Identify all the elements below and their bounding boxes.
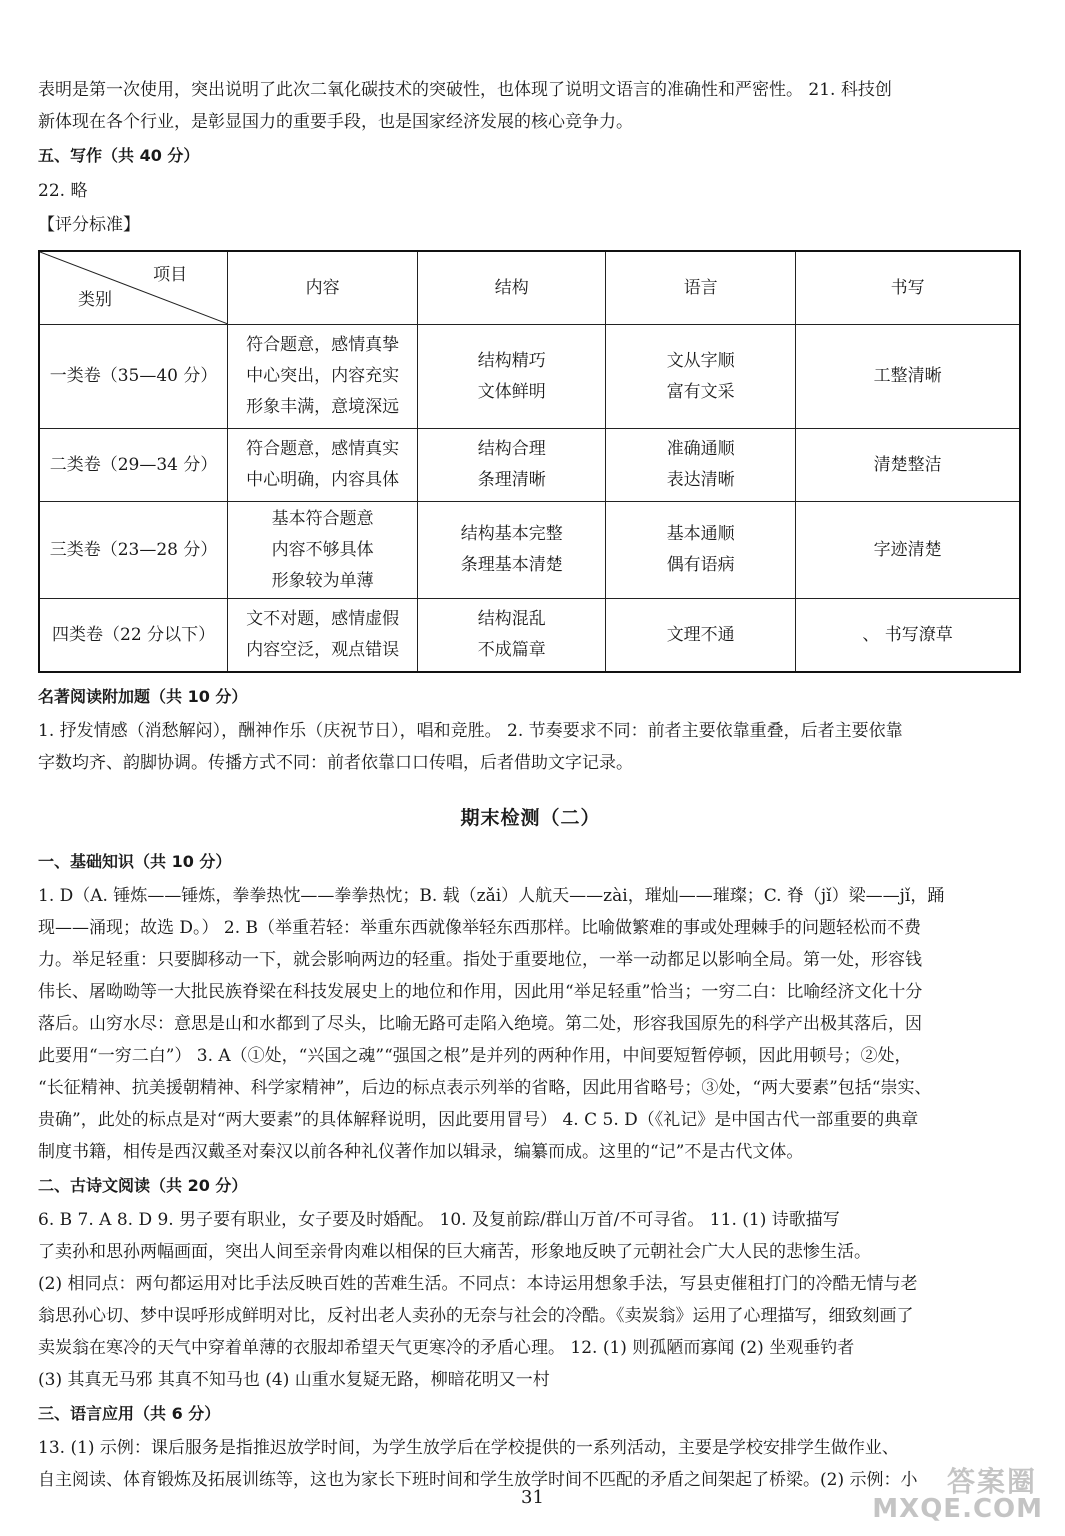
- cell-line: 形象较为单薄: [271, 570, 374, 591]
- cell-line: 文从字顺: [666, 350, 735, 371]
- paragraph-line: 表明是第一次使用，突出说明了此次二氧化碳技术的突破性，也体现了说明文语言的准确性和严密性。 21. 科技创: [38, 80, 892, 100]
- cell-line: 文理不通: [666, 624, 735, 645]
- cell-line: 中心明确，内容具体: [246, 470, 400, 490]
- cell-line: 、 书写潦草: [862, 624, 953, 645]
- table-row: [39, 599, 1020, 673]
- structure-cell: [418, 502, 606, 599]
- category-cell: 一类卷（35—40 分）: [39, 325, 228, 429]
- cell-line: 准确通顺: [666, 439, 735, 459]
- paragraph-line: 自主阅读、体育锻炼及拓展训练等，这也为家长下班时间和学生放学时间不匹配的矛盾之间架起了桥梁。(2) 示例：小: [38, 1470, 918, 1490]
- paragraph-line: 制度书籍，相传是西汉戴圣对秦汉以前各种礼仪著作加以辑录，编纂而成。这里的“记”不是古代文体。: [38, 1142, 804, 1162]
- cell-line: 富有文采: [666, 381, 735, 402]
- language-cell: [606, 325, 796, 429]
- table-row: [39, 325, 1020, 429]
- section-heading-basics: 一、基础知识（共 10 分）: [38, 852, 232, 871]
- paragraph-line: 力。举足轻重：只要脚移动一下，就会影响两边的轻重。指处于重要地位，一举一动都足以影响全局。第一处，形容钱: [38, 950, 922, 970]
- section-heading-classics: 二、古诗文阅读（共 20 分）: [38, 1176, 248, 1195]
- paragraph-line: 1. D（A. 锤炼——锤炼，拳拳热忱——拳拳热忱；B. 载（zǎi）人航天——zài，璀灿——璀璨；C. 脊（jǐ）梁——jǐ，踊: [38, 886, 945, 906]
- header-category-label: 类别: [78, 290, 112, 310]
- language-cell: [606, 502, 796, 599]
- paragraph-line: 卖炭翁在寒冷的天气中穿着单薄的衣服却希望天气更寒冷的矛盾心理。 12. (1) 则孤陋而寡闻 (2) 坐观垂钓者: [38, 1338, 855, 1358]
- category-cell: 三类卷（23—28 分）: [39, 502, 228, 599]
- watermark-url: MXQE.COM: [872, 1494, 1043, 1524]
- exam-title: 期末检测（二）: [460, 807, 601, 829]
- cell-line: 工整清晰: [873, 366, 942, 386]
- language-cell: [606, 429, 796, 502]
- cell-line: 偶有语病: [666, 555, 735, 575]
- cell-line: 表达清晰: [666, 470, 735, 490]
- cell-line: 文体鲜明: [477, 381, 546, 402]
- paragraph-line: 6. B 7. A 8. D 9. 男子要有职业，女子要及时婚配。 10. 及复前踪/群山万首/不可寻省。 11. (1) 诗歌描写: [38, 1210, 840, 1230]
- structure-cell: [418, 325, 606, 429]
- column-header: 结构: [418, 251, 606, 325]
- structure-cell: [418, 429, 606, 502]
- diagonal-line: [40, 252, 228, 324]
- cell-line: 结构精巧: [477, 350, 546, 371]
- structure-cell: [418, 599, 606, 673]
- paragraph-line: 落后。山穷水尽：意思是山和水都到了尽头，比喻无路可走陷入绝境。第二处，形容我国原先的科学产出极其落后，因: [38, 1014, 922, 1034]
- handwriting-cell: [796, 325, 1020, 429]
- cell-line: 结构基本完整: [460, 524, 563, 544]
- cell-line: 条理基本清楚: [460, 555, 563, 575]
- paragraph-line: (2) 相同点：两句都运用对比手法反映百姓的苦难生活。不同点：本诗运用想象手法，写县吏催租打门的冷酷无情与老: [38, 1274, 918, 1294]
- watermark-text: 答案圈: [946, 1465, 1037, 1498]
- paragraph-line: 此要用“一穷二白”） 3. A（①处，“兴国之魂”“强国之根”是并列的两种作用，中间要短暂停顿，因此用顿号；②处，: [38, 1046, 912, 1066]
- paragraph-line: 现——涌现；故选 D。） 2. B（举重若轻：举重东西就像举轻东西那样。比喻做繁难的事或处理棘手的问题轻松而不费: [38, 918, 922, 938]
- diagonal-header-cell: [39, 251, 228, 325]
- grading-rubric-table: [38, 250, 1021, 673]
- cell-line: 字迹清楚: [873, 539, 942, 560]
- cell-line: 符合题意，感情真实: [246, 439, 400, 459]
- cell-line: 内容不够具体: [271, 539, 374, 560]
- cell-line: 符合题意，感情真挚: [246, 335, 400, 355]
- paragraph-line: 字数均齐、韵脚协调。传播方式不同：前者依靠口口传唱，后者借助文字记录。: [38, 753, 633, 773]
- category-cell: 二类卷（29—34 分）: [39, 429, 228, 502]
- cell-line: 内容空泛，观点错误: [246, 640, 400, 660]
- paragraph-line: 了卖孙和思孙两幅画面，突出人间至亲骨肉难以相保的巨大痛苦，形象地反映了元朝社会广大人民的悲惨生活。: [38, 1242, 871, 1262]
- cell-line: 结构混乱: [477, 609, 546, 629]
- section-heading-language: 三、语言应用（共 6 分）: [38, 1404, 221, 1423]
- cell-line: 不成篇章: [477, 640, 546, 660]
- paragraph-line: (3) 其真无马邪 其真不知马也 (4) 山重水复疑无路，柳暗花明又一村: [38, 1370, 550, 1390]
- language-cell: [606, 599, 796, 673]
- table-row: [39, 429, 1020, 502]
- handwriting-cell: [796, 502, 1020, 599]
- paragraph-line: 贵确”，此处的标点是对“两大要素”的具体解释说明，因此要用冒号） 4. C 5. D（《礼记》是中国古代一部重要的典章: [38, 1110, 919, 1130]
- table-row: [39, 502, 1020, 599]
- cell-line: 基本符合题意: [271, 508, 374, 529]
- section-heading-bonus: 名著阅读附加题（共 10 分）: [38, 687, 248, 706]
- cell-line: 中心突出，内容充实: [246, 366, 400, 386]
- cell-line: 条理清晰: [477, 470, 546, 490]
- content-cell: [228, 502, 418, 599]
- paragraph-line: “长征精神、抗美援朝精神、科学家精神”，后边的标点表示列举的省略，因此用省略号；③处，“两大要素”包括“崇实、: [38, 1078, 932, 1098]
- content-cell: [228, 599, 418, 673]
- column-header: 语言: [606, 251, 796, 325]
- cell-line: 形象丰满，意境深远: [246, 397, 400, 417]
- handwriting-cell: [796, 429, 1020, 502]
- handwriting-cell: [796, 599, 1020, 673]
- paragraph-line: 伟长、屠呦呦等一大批民族脊梁在科技发展史上的地位和作用，因此用“举足轻重”恰当；一穷二白：比喻经济文化十分: [38, 982, 923, 1002]
- content-cell: [228, 325, 418, 429]
- paragraph-line: 翁思孙心切、梦中误呼形成鲜明对比，反衬出老人卖孙的无奈与社会的冷酷。《卖炭翁》运用了心理描写，细致刻画了: [38, 1306, 914, 1326]
- content-cell: [228, 429, 418, 502]
- paragraph-line: 13. (1) 示例：课后服务是指推迟放学时间，为学生放学后在学校提供的一系列活动，主要是学校安排学生做作业、: [38, 1438, 899, 1458]
- watermark-logo: [872, 1460, 1047, 1530]
- table-header-row: [39, 251, 1020, 325]
- column-header: 内容: [228, 251, 418, 325]
- cell-line: 结构合理: [477, 439, 546, 459]
- cell-line: 文不对题，感情虚假: [246, 609, 400, 629]
- page-number: 31: [521, 1487, 544, 1508]
- section-heading-writing: 五、写作（共 40 分）: [38, 146, 200, 165]
- rubric-label: 【评分标准】: [38, 215, 140, 235]
- cell-line: 清楚整洁: [873, 454, 942, 475]
- paragraph-line: 新体现在各个行业，是彰显国力的重要手段，也是国家经济发展的核心竞争力。: [38, 112, 633, 132]
- column-header: 书写: [796, 251, 1020, 325]
- writing-item: 22. 略: [38, 181, 88, 201]
- cell-line: 基本通顺: [666, 524, 735, 544]
- document-page: [38, 74, 1023, 1496]
- paragraph-line: 1. 抒发情感（消愁解闷），酬神作乐（庆祝节日），唱和竞胜。 2. 节奏要求不同：前者主要依靠重叠，后者主要依靠: [38, 721, 903, 741]
- header-item-label: 项目: [153, 265, 188, 285]
- category-cell: 四类卷（22 分以下）: [39, 599, 228, 673]
